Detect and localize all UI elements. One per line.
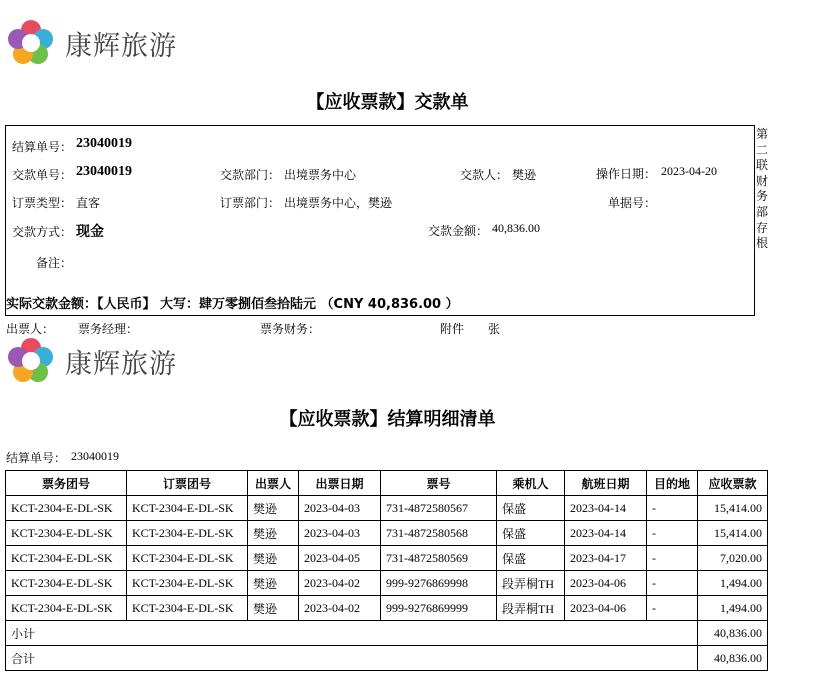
order-dept-value: 出境票务中心，樊逊 bbox=[284, 196, 393, 210]
table-cell: 2023-04-06 bbox=[565, 571, 647, 596]
column-header: 票务团号 bbox=[6, 471, 127, 496]
company-logo bbox=[6, 18, 177, 68]
table-row bbox=[6, 546, 768, 571]
copy-char: 存 bbox=[756, 220, 769, 235]
table-cell: KCT-2304-E-DL-SK bbox=[127, 496, 248, 521]
copy-char: 联 bbox=[756, 158, 769, 173]
table-row bbox=[6, 496, 768, 521]
column-header: 出票日期 bbox=[299, 471, 381, 496]
subtotal-row bbox=[6, 621, 768, 646]
table-cell: 2023-04-03 bbox=[299, 496, 381, 521]
subtotal-label: 小计 bbox=[6, 621, 698, 646]
table-cell: - bbox=[647, 496, 698, 521]
table-cell: KCT-2304-E-DL-SK bbox=[127, 571, 248, 596]
table-cell: 731-4872580567 bbox=[381, 496, 497, 521]
table-cell: 2023-04-06 bbox=[565, 596, 647, 621]
column-header: 乘机人 bbox=[497, 471, 565, 496]
amount-value: 40,836.00 bbox=[492, 221, 540, 235]
table-cell: 樊逊 bbox=[248, 571, 299, 596]
table-cell: 保盛 bbox=[497, 546, 565, 571]
column-header: 目的地 bbox=[647, 471, 698, 496]
pay-method-value: 现金 bbox=[76, 224, 104, 240]
table-cell: 999-9276869998 bbox=[381, 571, 497, 596]
settle-no-value: 23040019 bbox=[76, 136, 132, 151]
table-cell: 保盛 bbox=[497, 496, 565, 521]
settlement-detail-table bbox=[5, 470, 768, 671]
table-cell: - bbox=[647, 521, 698, 546]
op-date-label: 操作日期： bbox=[596, 167, 657, 181]
table-cell: 1,494.00 bbox=[698, 571, 768, 596]
issuer-label: 出票人： bbox=[6, 322, 55, 336]
table-cell: KCT-2304-E-DL-SK bbox=[6, 546, 127, 571]
order-type-value: 直客 bbox=[76, 196, 101, 210]
attachment-label: 附件 bbox=[440, 322, 465, 336]
amount-label: 交款金额： bbox=[428, 224, 489, 238]
total-row bbox=[6, 646, 768, 671]
table-row bbox=[6, 521, 768, 546]
brand-name: 康辉旅游 bbox=[65, 348, 177, 380]
table-cell: - bbox=[647, 546, 698, 571]
copy-char: 务 bbox=[756, 189, 769, 204]
receipt-box bbox=[5, 125, 755, 316]
table-cell: 保盛 bbox=[497, 521, 565, 546]
detail-settle-no-label: 结算单号： bbox=[6, 451, 67, 465]
remark-label: 备注： bbox=[36, 256, 73, 270]
column-header: 出票人 bbox=[248, 471, 299, 496]
pay-dept-label: 交款部门： bbox=[220, 168, 281, 182]
table-cell: 15,414.00 bbox=[698, 521, 768, 546]
table-header-row bbox=[6, 471, 768, 496]
table-cell: 樊逊 bbox=[248, 496, 299, 521]
table-cell: - bbox=[647, 596, 698, 621]
settle-no-label: 结算单号： bbox=[12, 140, 73, 154]
finance-label: 票务财务： bbox=[260, 322, 321, 336]
table-cell: 段弄桐TH bbox=[497, 596, 565, 621]
table-cell: 2023-04-17 bbox=[565, 546, 647, 571]
actual-amount-line: 实际交款金额：【人民币】 大写：肆万零捌佰叁拾陆元 （CNY 40,836.00 ） bbox=[6, 297, 459, 312]
order-type-label: 订票类型： bbox=[12, 196, 73, 210]
total-value: 40,836.00 bbox=[698, 646, 768, 671]
table-cell: 樊逊 bbox=[248, 546, 299, 571]
doc-no-label: 单据号： bbox=[608, 196, 657, 210]
table-cell: KCT-2304-E-DL-SK bbox=[6, 596, 127, 621]
column-header: 航班日期 bbox=[565, 471, 647, 496]
order-dept-label: 订票部门： bbox=[220, 196, 281, 210]
brand-name: 康辉旅游 bbox=[65, 30, 177, 62]
column-header: 票号 bbox=[381, 471, 497, 496]
table-row bbox=[6, 596, 768, 621]
op-date-value: 2023-04-20 bbox=[661, 164, 717, 178]
detail-title: 【应收票款】结算明细清单 bbox=[279, 409, 496, 430]
table-row bbox=[6, 571, 768, 596]
table-cell: 731-4872580569 bbox=[381, 546, 497, 571]
table-cell: 15,414.00 bbox=[698, 496, 768, 521]
company-logo-secondary bbox=[6, 336, 177, 386]
table-cell: KCT-2304-E-DL-SK bbox=[6, 571, 127, 596]
table-cell: 1,494.00 bbox=[698, 596, 768, 621]
copy-char: 第 bbox=[756, 127, 769, 141]
sheets-label: 张 bbox=[488, 322, 501, 336]
table-cell: 2023-04-14 bbox=[565, 521, 647, 546]
column-header: 订票团号 bbox=[127, 471, 248, 496]
table-cell: 2023-04-03 bbox=[299, 521, 381, 546]
pay-no-value: 23040019 bbox=[76, 164, 132, 179]
total-label: 合计 bbox=[6, 646, 698, 671]
copy-char: 财 bbox=[756, 173, 769, 188]
detail-settle-no-value: 23040019 bbox=[71, 449, 119, 463]
copy-label-column bbox=[756, 127, 770, 252]
table-cell: KCT-2304-E-DL-SK bbox=[127, 521, 248, 546]
table-cell: 731-4872580568 bbox=[381, 521, 497, 546]
pay-method-label: 交款方式： bbox=[12, 225, 73, 239]
receipt-title: 【应收票款】交款单 bbox=[306, 92, 469, 113]
table-cell: 段弄桐TH bbox=[497, 571, 565, 596]
table-cell: 999-9276869999 bbox=[381, 596, 497, 621]
column-header: 应收票款 bbox=[698, 471, 768, 496]
pay-dept-value: 出境票务中心 bbox=[284, 168, 357, 182]
subtotal-value: 40,836.00 bbox=[698, 621, 768, 646]
table-cell: - bbox=[647, 571, 698, 596]
table-cell: 2023-04-05 bbox=[299, 546, 381, 571]
table-cell: 2023-04-02 bbox=[299, 596, 381, 621]
manager-label: 票务经理： bbox=[78, 322, 139, 336]
flower-logo-icon bbox=[6, 18, 56, 68]
flower-logo-icon bbox=[6, 336, 56, 386]
table-cell: 2023-04-02 bbox=[299, 571, 381, 596]
table-cell: 樊逊 bbox=[248, 596, 299, 621]
payer-label: 交款人： bbox=[460, 168, 509, 182]
table-cell: 7,020.00 bbox=[698, 546, 768, 571]
copy-char: 根 bbox=[756, 236, 769, 251]
copy-char: 二 bbox=[756, 142, 769, 157]
copy-char: 部 bbox=[756, 204, 769, 219]
table-cell: KCT-2304-E-DL-SK bbox=[6, 496, 127, 521]
payer-value: 樊逊 bbox=[512, 168, 537, 182]
table-cell: 樊逊 bbox=[248, 521, 299, 546]
table-cell: 2023-04-14 bbox=[565, 496, 647, 521]
table-cell: KCT-2304-E-DL-SK bbox=[6, 521, 127, 546]
pay-no-label: 交款单号： bbox=[12, 168, 73, 182]
table-cell: KCT-2304-E-DL-SK bbox=[127, 546, 248, 571]
table-cell: KCT-2304-E-DL-SK bbox=[127, 596, 248, 621]
